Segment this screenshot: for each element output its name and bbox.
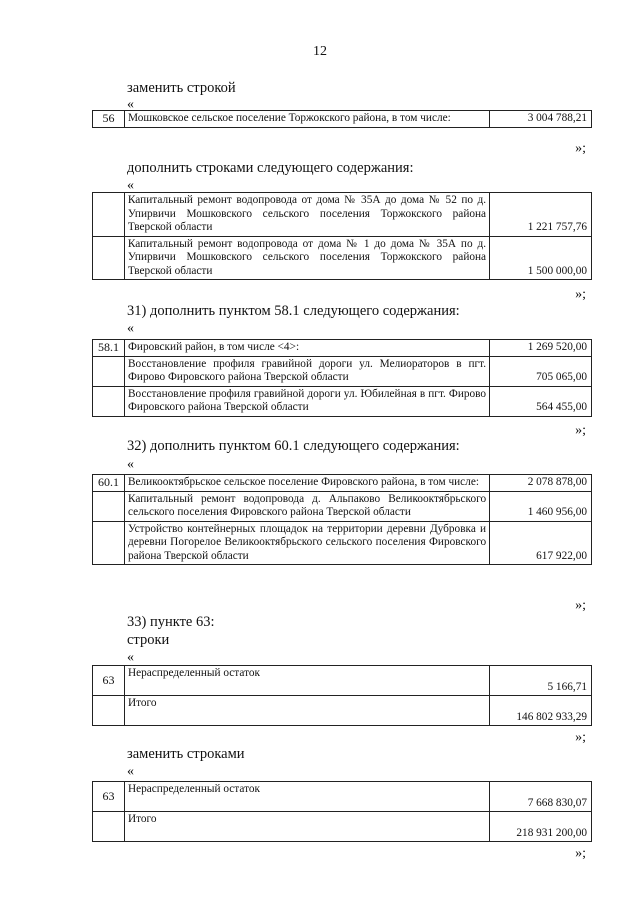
row-amount: 2 078 878,00 [490, 475, 592, 492]
page-number: 12 [313, 44, 327, 59]
table-item-58-1 [92, 339, 592, 417]
row-text: Итого [124, 696, 489, 726]
row-text: Великооктябрьское сельское поселение Фировского района, в том числе: [124, 475, 489, 492]
open-quote: « [127, 178, 134, 193]
table-row [93, 475, 592, 492]
row-amount: 7 668 830,07 [490, 782, 592, 812]
row-number [93, 696, 125, 726]
row-amount: 1 500 000,00 [490, 236, 592, 280]
row-text: Капитальный ремонт водопровода д. Альпаково Великооктябрьского сельского поселения Фировского района Тверской области [124, 491, 489, 521]
row-number [93, 491, 125, 521]
table-add-rows [92, 192, 592, 280]
row-text: Мошковское сельское поселение Торжокского района, в том числе: [124, 111, 489, 128]
table-replace-row [92, 110, 592, 128]
row-amount: 5 166,71 [490, 666, 592, 696]
section-subheading: строки [127, 632, 170, 648]
row-number: 58.1 [93, 340, 125, 357]
row-text: Устройство контейнерных площадок на территории деревни Дубровка и деревни Погорелое Великооктябрьского сельского поселения Фировского района Тверской области [124, 521, 489, 565]
table-row [93, 812, 592, 842]
row-text: Нераспределенный остаток [124, 666, 489, 696]
row-amount: 1 269 520,00 [490, 340, 592, 357]
table-row [93, 696, 592, 726]
open-quote: « [127, 321, 134, 336]
row-number: 60.1 [93, 475, 125, 492]
row-number [93, 356, 125, 386]
table-row [93, 236, 592, 280]
row-text: Итого [124, 812, 489, 842]
row-number [93, 236, 125, 280]
row-text: Нераспределенный остаток [124, 782, 489, 812]
table-row [93, 193, 592, 237]
section-heading: дополнить строками следующего содержания: [127, 160, 414, 176]
row-number [93, 812, 125, 842]
row-text: Капитальный ремонт водопровода от дома № 35А до дома № 52 по д. Упирвичи Мошковского сельского поселения Торжокского района Тверской области [124, 193, 489, 237]
row-number: 63 [93, 782, 125, 812]
row-number [93, 521, 125, 565]
row-amount: 3 004 788,21 [490, 111, 592, 128]
table-row [93, 521, 592, 565]
section-heading: 32) дополнить пунктом 60.1 следующего содержания: [127, 438, 460, 454]
table-row [93, 356, 592, 386]
close-quote: »; [575, 846, 586, 861]
section-heading: 33) пункте 63: [127, 614, 215, 630]
row-amount: 705 065,00 [490, 356, 592, 386]
row-text: Восстановление профиля гравийной дороги ул. Юбилейная в пгт. Фирово Фировского района Тверской области [124, 386, 489, 416]
table-row [93, 340, 592, 357]
table-row [93, 491, 592, 521]
row-text: Фировский район, в том числе <4>: [124, 340, 489, 357]
table-item-63-new [92, 781, 592, 842]
row-number: 56 [93, 111, 125, 128]
open-quote: « [127, 764, 134, 779]
section-heading: 31) дополнить пунктом 58.1 следующего содержания: [127, 303, 460, 319]
row-amount: 1 221 757,76 [490, 193, 592, 237]
row-number: 63 [93, 666, 125, 696]
table-item-63-old [92, 665, 592, 726]
close-quote: »; [575, 598, 586, 613]
open-quote: « [127, 457, 134, 472]
open-quote: « [127, 97, 134, 112]
close-quote: »; [575, 730, 586, 745]
table-row [93, 386, 592, 416]
table-item-60-1 [92, 474, 592, 565]
row-amount: 1 460 956,00 [490, 491, 592, 521]
close-quote: »; [575, 141, 586, 156]
row-amount: 617 922,00 [490, 521, 592, 565]
section-heading: заменить строкой [127, 80, 236, 96]
row-amount: 218 931 200,00 [490, 812, 592, 842]
row-number [93, 386, 125, 416]
close-quote: »; [575, 423, 586, 438]
table-row [93, 666, 592, 696]
row-text: Капитальный ремонт водопровода от дома № 1 до дома № 35А по д. Упирвичи Мошковского сельского поселения Торжокского района Тверской области [124, 236, 489, 280]
table-row [93, 111, 592, 128]
row-text: Восстановление профиля гравийной дороги ул. Мелиораторов в пгт. Фирово Фировского района Тверской области [124, 356, 489, 386]
row-amount: 564 455,00 [490, 386, 592, 416]
table-row [93, 782, 592, 812]
row-number [93, 193, 125, 237]
close-quote: »; [575, 287, 586, 302]
open-quote: « [127, 650, 134, 665]
row-amount: 146 802 933,29 [490, 696, 592, 726]
section-heading: заменить строками [127, 746, 245, 762]
